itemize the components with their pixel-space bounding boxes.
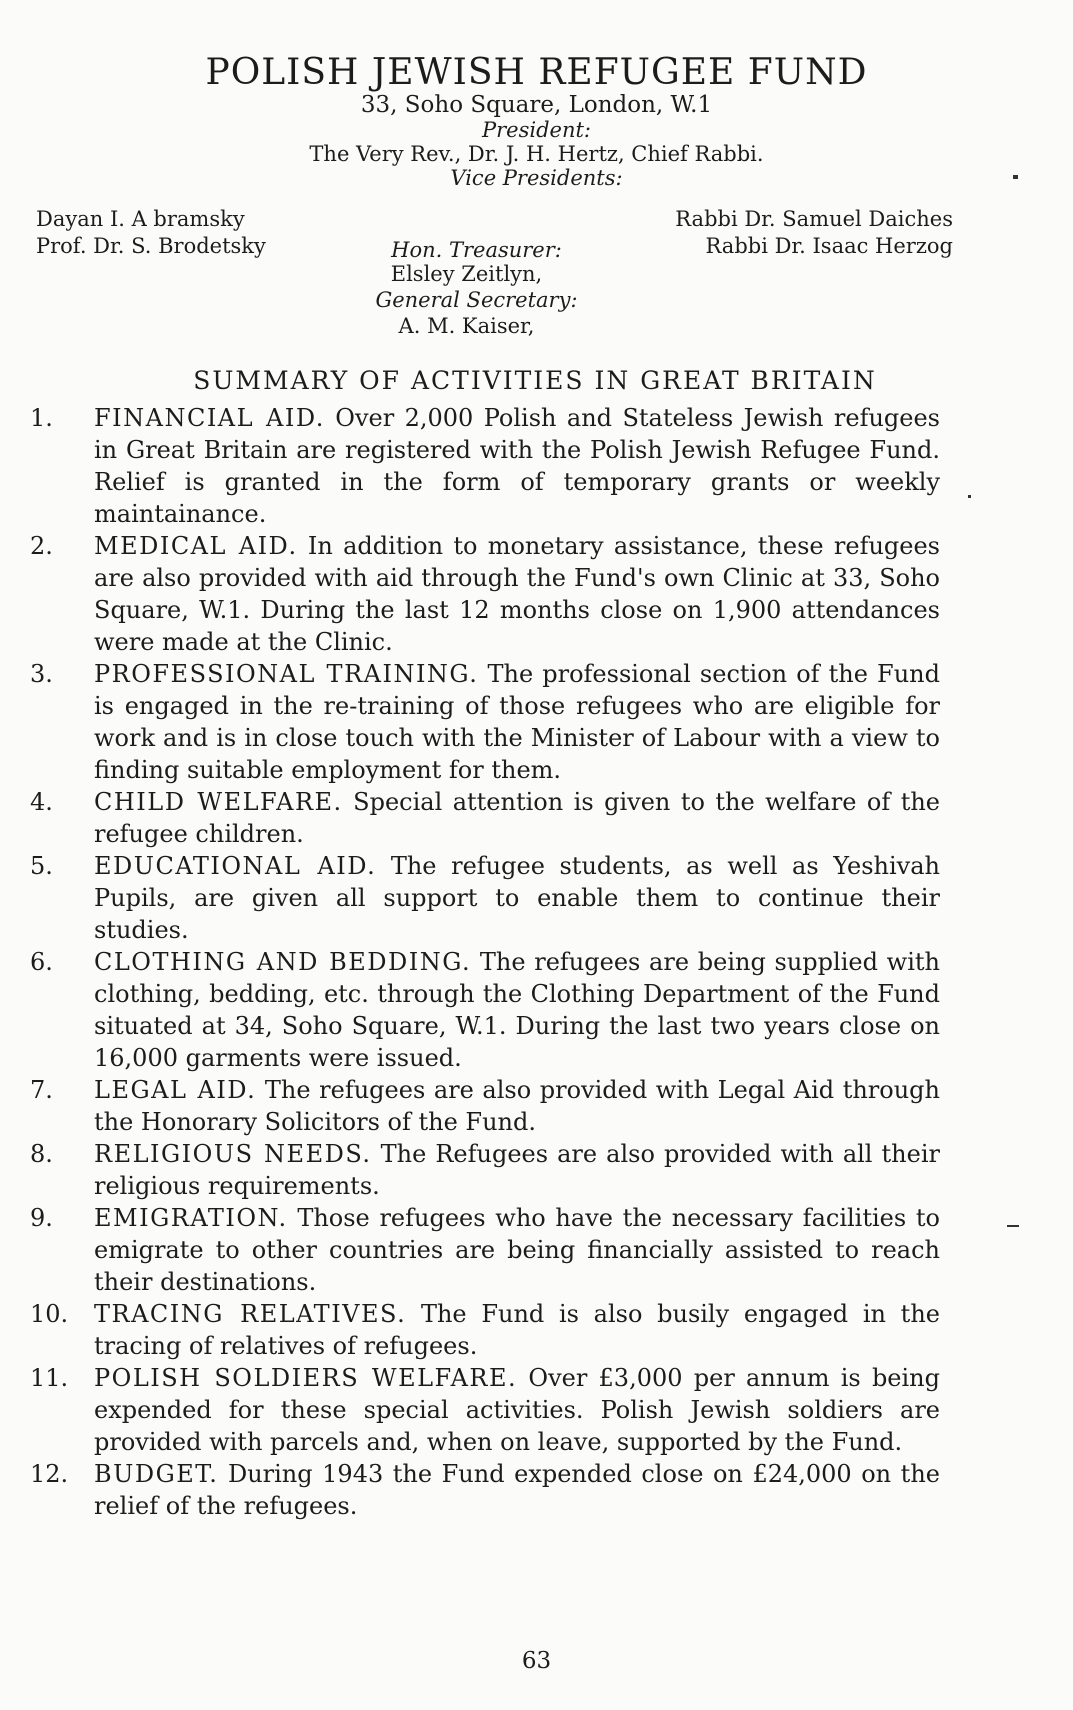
list-item [30, 946, 940, 1074]
item-body: The Refugees are also provided with all their religious requirements. [94, 1140, 940, 1200]
item-heading: FINANCIAL AID. [94, 404, 325, 432]
print-speck [1013, 175, 1018, 179]
item-body: In addition to monetary assistance, these refugees are also provided with aid through the Fund's own Clinic at 33, Soho Square, W.1. During the last 12 months close on 1,900 attendances were made at the Clinic. [94, 532, 940, 656]
item-number: 10. [30, 1300, 69, 1328]
list-item [30, 658, 940, 786]
item-number: 1. [30, 404, 53, 432]
item-body: The refugee students, as well as Yeshivah Pupils, are given all support to enable them to continue their studies. [94, 852, 940, 944]
list-item [30, 402, 940, 530]
item-body: The Fund is also busily engaged in the tracing of relatives of refugees. [94, 1300, 940, 1360]
vice-president-3: Rabbi Dr. Samuel Daiches [675, 207, 953, 231]
item-number: 11. [30, 1364, 69, 1392]
item-heading: EDUCATIONAL AID. [94, 852, 377, 880]
item-body: Over 2,000 Polish and Stateless Jewish refugees in Great Britain are registered with the Polish Jewish Refugee Fund. Relief is granted in the form of temporary grants or weekly maintainance. [94, 404, 940, 528]
item-body: During 1943 the Fund expended close on £24,000 on the relief of the refugees. [94, 1460, 940, 1520]
item-heading: LEGAL AID. [94, 1076, 257, 1104]
vice-presidents-label: Vice Presidents: [450, 166, 623, 190]
list-item [30, 786, 940, 850]
list-item [30, 1202, 940, 1298]
item-number: 2. [30, 532, 53, 560]
item-heading: EMIGRATION. [94, 1204, 288, 1232]
item-heading: RELIGIOUS NEEDS. [94, 1140, 372, 1168]
print-speck [1007, 1225, 1019, 1227]
item-body: The refugees are being supplied with clothing, bedding, etc. through the Clothing Department of the Fund situated at 34, Soho Square, W.1. During the last two years close on 16,000 garments were issued. [94, 948, 940, 1072]
page-number: 63 [521, 1648, 552, 1674]
secretary-label: General Secretary: [375, 288, 578, 312]
item-heading: MEDICAL AID. [94, 532, 298, 560]
item-body: Those refugees who have the necessary facilities to emigrate to other countries are being financially assisted to reach their destinations. [94, 1204, 940, 1296]
item-heading: POLISH SOLDIERS WELFARE. [94, 1364, 518, 1392]
secretary-name: A. M. Kaiser, [398, 314, 535, 338]
fund-address: 33, Soho Square, London, W.1 [360, 92, 713, 118]
item-heading: TRACING RELATIVES. [94, 1300, 407, 1328]
item-number: 7. [30, 1076, 53, 1104]
item-body: Special attention is given to the welfare of the refugee children. [94, 788, 941, 848]
item-number: 4. [30, 788, 53, 816]
fund-title: POLISH JEWISH REFUGEE FUND [205, 52, 868, 93]
item-number: 5. [30, 852, 53, 880]
summary-title: SUMMARY OF ACTIVITIES IN GREAT BRITAIN [193, 366, 877, 395]
item-body: The refugees are also provided with Legal Aid through the Honorary Solicitors of the Fund. [94, 1076, 940, 1136]
item-number: 3. [30, 660, 53, 688]
president-label: President: [482, 118, 591, 142]
treasurer-label: Hon. Treasurer: [391, 238, 562, 262]
item-number: 9. [30, 1204, 53, 1232]
list-item [30, 530, 940, 658]
president-name: The Very Rev., Dr. J. H. Hertz, Chief Rabbi. [309, 142, 764, 166]
list-item [30, 1298, 940, 1362]
list-item [30, 1074, 940, 1138]
vice-president-4: Rabbi Dr. Isaac Herzog [705, 234, 953, 258]
vice-president-2: Prof. Dr. S. Brodetsky [36, 234, 266, 258]
item-heading: CHILD WELFARE. [94, 788, 343, 816]
list-item [30, 850, 940, 946]
item-heading: BUDGET. [94, 1460, 219, 1488]
item-number: 8. [30, 1140, 53, 1168]
item-heading: PROFESSIONAL TRAINING. [94, 660, 479, 688]
vice-president-1: Dayan I. A bramsky [36, 207, 245, 231]
item-body: Over £3,000 per annum is being expended for these special activities. Polish Jewish soldiers are provided with parcels and, when on leave, supported by the Fund. [94, 1364, 940, 1456]
list-item [30, 1138, 940, 1202]
item-number: 12. [30, 1460, 69, 1488]
print-speck [968, 495, 971, 498]
item-body: The professional section of the Fund is engaged in the re-training of those refugees who are eligible for work and is in close touch with the Minister of Labour with a view to finding suitable employment for them. [94, 660, 940, 784]
list-item [30, 1362, 940, 1458]
treasurer-name: Elsley Zeitlyn, [390, 262, 543, 286]
list-item [30, 1458, 940, 1522]
item-number: 6. [30, 948, 53, 976]
activities-list [30, 402, 940, 1522]
item-heading: CLOTHING AND BEDDING. [94, 948, 472, 976]
